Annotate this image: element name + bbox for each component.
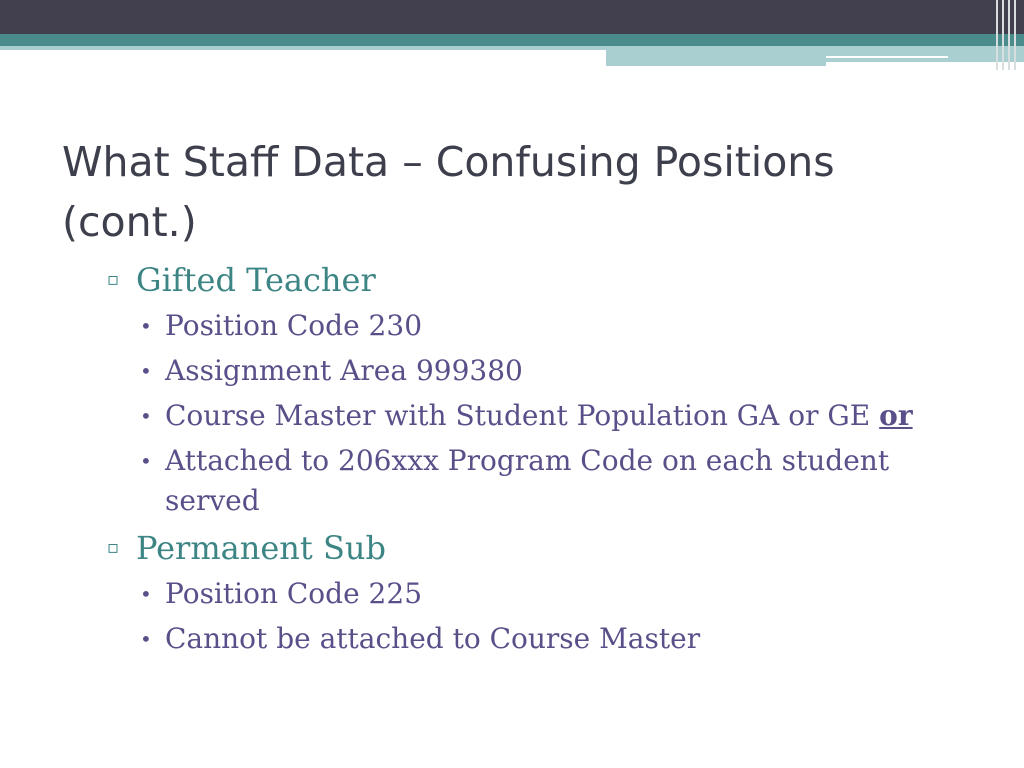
list-item-text: Position Code 225 <box>165 577 423 610</box>
header-stripes <box>992 0 1024 70</box>
square-bullet-icon: ▫ <box>107 269 120 290</box>
header-band-white-line <box>826 56 948 58</box>
slide-content <box>0 258 1024 664</box>
section-label: Permanent Sub <box>136 529 386 567</box>
header-band-dark <box>0 0 1024 34</box>
list-item-text: Course Master with Student Population GA or GE <box>165 399 871 432</box>
list-item <box>0 441 1024 521</box>
list-item <box>0 574 1024 614</box>
dot-bullet-icon: • <box>140 314 152 338</box>
section-heading <box>0 526 1024 570</box>
list-item <box>0 619 1024 659</box>
dot-bullet-icon: • <box>140 449 152 473</box>
list-item-text: Attached to 206xxx Program Code on each student served <box>165 444 890 517</box>
section-heading <box>0 258 1024 302</box>
dot-bullet-icon: • <box>140 359 152 383</box>
dot-bullet-icon: • <box>140 582 152 606</box>
list-item-text: Position Code 230 <box>165 309 423 342</box>
header-band-teal <box>0 34 1024 46</box>
emphasis-or: or <box>879 399 913 432</box>
slide-title: What Staff Data – Confusing Positions (cont.) <box>62 138 835 246</box>
list-item-text: Cannot be attached to Course Master <box>165 622 701 655</box>
square-bullet-icon: ▫ <box>107 537 120 558</box>
header-band-right-thin <box>606 62 826 66</box>
list-item <box>0 351 1024 391</box>
list-item <box>0 396 1024 436</box>
dot-bullet-icon: • <box>140 404 152 428</box>
list-item-text: Assignment Area 999380 <box>165 354 523 387</box>
header-band-right-block <box>606 50 1024 62</box>
section-label: Gifted Teacher <box>136 261 376 299</box>
list-item <box>0 306 1024 346</box>
stripe <box>1002 0 1004 70</box>
stripe <box>1014 0 1016 70</box>
stripe <box>996 0 998 70</box>
dot-bullet-icon: • <box>140 627 152 651</box>
stripe <box>1008 0 1010 70</box>
